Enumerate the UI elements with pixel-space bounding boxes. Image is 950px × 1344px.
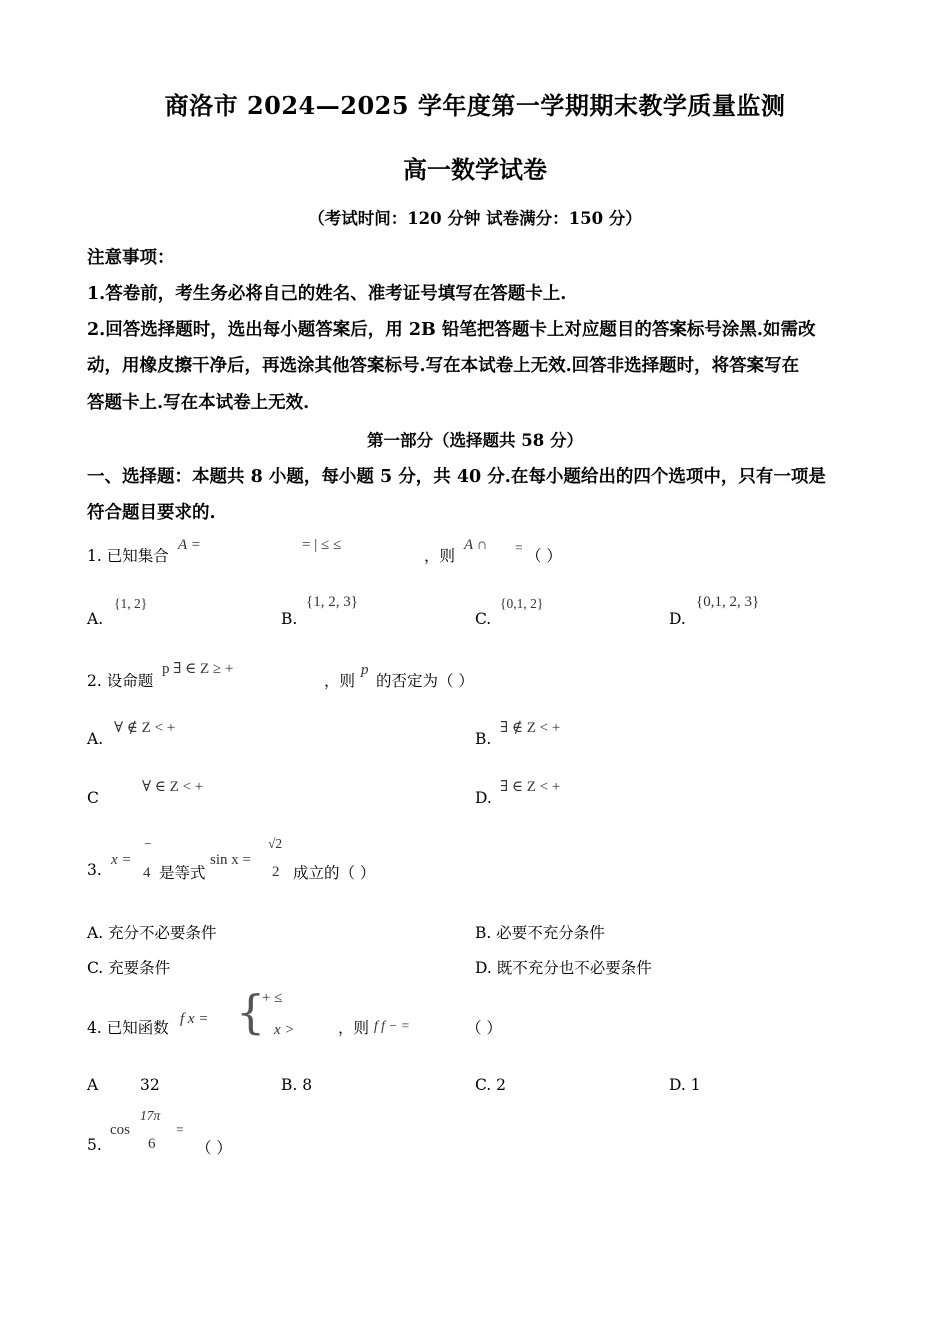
q3-option-a: A. 充分不必要条件 (87, 924, 217, 942)
q3-stem-a: 是等式 (159, 864, 206, 882)
q2-math-a: p ∃ ∈ Z ≥ + (162, 661, 234, 677)
q4-piecewise-row1: + ≤ (262, 990, 283, 1006)
q4-option-c: C. 2 (475, 1076, 507, 1094)
q4-stem-b: ，则 (338, 1019, 370, 1037)
exam-title: 商洛市 2024—2025 学年度第一学期期末教学质量监测 (164, 91, 786, 120)
exam-subtitle: 高一数学试卷 (403, 155, 547, 184)
q2-option-b-label: B. (475, 730, 492, 748)
q3-math-two: 2 (272, 864, 280, 880)
notice-item-2-line3: 答题卡上.写在本试卷上无效. (87, 393, 310, 413)
q1-option-d-value: {0,1, 2, 3} (696, 594, 760, 610)
notice-item-2-line1: 2.回答选择题时，选出每小题答案后，用 2B 铅笔把答题卡上对应题目的答案标号涂黑.如需改 (87, 320, 816, 340)
q2-stem-b: ，则 (324, 672, 356, 690)
q2-option-d-value: ∃ ∈ Z < + (500, 779, 561, 795)
q2-stem-a: 2. 设命题 (87, 672, 154, 690)
q2-option-d-label: D. (475, 789, 492, 807)
q5-math-equals: = (176, 1122, 184, 1137)
q1-math-c: A ∩ (464, 537, 488, 553)
q1-option-a-label: A. (87, 610, 104, 628)
q3-stem-b: 成立的（ ） (293, 864, 376, 882)
q4-stem-a: 4. 已知函数 (87, 1019, 169, 1037)
q2-option-c-label: C (87, 789, 99, 807)
q1-option-b-value: {1, 2, 3} (306, 594, 358, 610)
notice-item-1: 1.答卷前，考生务必将自己的姓名、准考证号填写在答题卡上. (87, 284, 567, 304)
q1-math-a: A = (178, 537, 201, 553)
q1-option-c-value: {0,1, 2} (500, 596, 544, 611)
q2-option-c-value: ∀ ∈ Z < + (142, 779, 204, 795)
section-instruction-line2: 符合题目要求的. (87, 503, 216, 523)
exam-info: （考试时间：120 分钟 试卷满分：150 分） (308, 209, 642, 228)
q4-blank: （ ） (466, 1019, 502, 1037)
q3-option-b: B. 必要不充分条件 (475, 924, 605, 942)
q1-stem-b: ，则 (424, 547, 456, 565)
q3-option-c: C. 充要条件 (87, 959, 171, 977)
q1-option-d-label: D. (669, 610, 686, 628)
q3-math-sqrt: √2 (268, 836, 283, 851)
q5-number: 5. (87, 1136, 102, 1154)
q1-math-d: = (515, 540, 523, 555)
q4-math-fx: f x = (180, 1011, 209, 1027)
q1-stem-a: 1. 已知集合 (87, 547, 169, 565)
q3-option-d: D. 既不充分也不必要条件 (475, 959, 652, 977)
q4-option-b: B. 8 (281, 1076, 313, 1094)
q5-blank: （ ） (196, 1139, 232, 1157)
q2-option-a-value: ∀ ∉ Z < + (114, 720, 176, 736)
q4-option-d: D. 1 (669, 1076, 701, 1094)
q1-blank: （ ） (526, 547, 562, 565)
q4-piecewise-brace: { (236, 985, 266, 1039)
q1-option-b-label: B. (281, 610, 298, 628)
q3-math-dash: − (144, 836, 152, 851)
q3-math-den: 4 (143, 865, 151, 881)
q4-option-a-label: A (87, 1076, 99, 1094)
q5-math-cos: cos (110, 1122, 130, 1138)
q1-math-b: = | ≤ ≤ (302, 537, 342, 553)
q4-option-a-value: 32 (140, 1076, 160, 1094)
section-instruction-line1: 一、选择题：本题共 8 小题，每小题 5 分，共 40 分.在每小题给出的四个选项中，只有一项是 (87, 467, 826, 487)
part1-heading: 第一部分（选择题共 58 分） (367, 431, 583, 450)
q4-piecewise-row2: x > (274, 1022, 295, 1038)
q3-math-sin: sin x = (210, 852, 251, 868)
q4-math-ff: f f − = (374, 1018, 410, 1033)
q5-math-denominator: 6 (148, 1136, 156, 1152)
q1-option-c-label: C. (475, 610, 492, 628)
notice-item-2-line2: 动，用橡皮擦干净后，再选涂其他答案标号.写在本试卷上无效.回答非选择题时，将答案写在 (87, 356, 800, 376)
q2-option-a-label: A. (87, 730, 104, 748)
q2-math-p: p (361, 662, 369, 678)
q3-math-x: x = (111, 852, 132, 868)
q3-number: 3. (87, 861, 102, 879)
q2-stem-c: 的否定为（ ） (376, 672, 474, 690)
q2-option-b-value: ∃ ∉ Z < + (500, 720, 561, 736)
q5-math-numerator: 17π (140, 1108, 161, 1123)
q1-option-a-value: {1, 2} (114, 596, 148, 611)
notice-heading: 注意事项： (87, 248, 175, 268)
